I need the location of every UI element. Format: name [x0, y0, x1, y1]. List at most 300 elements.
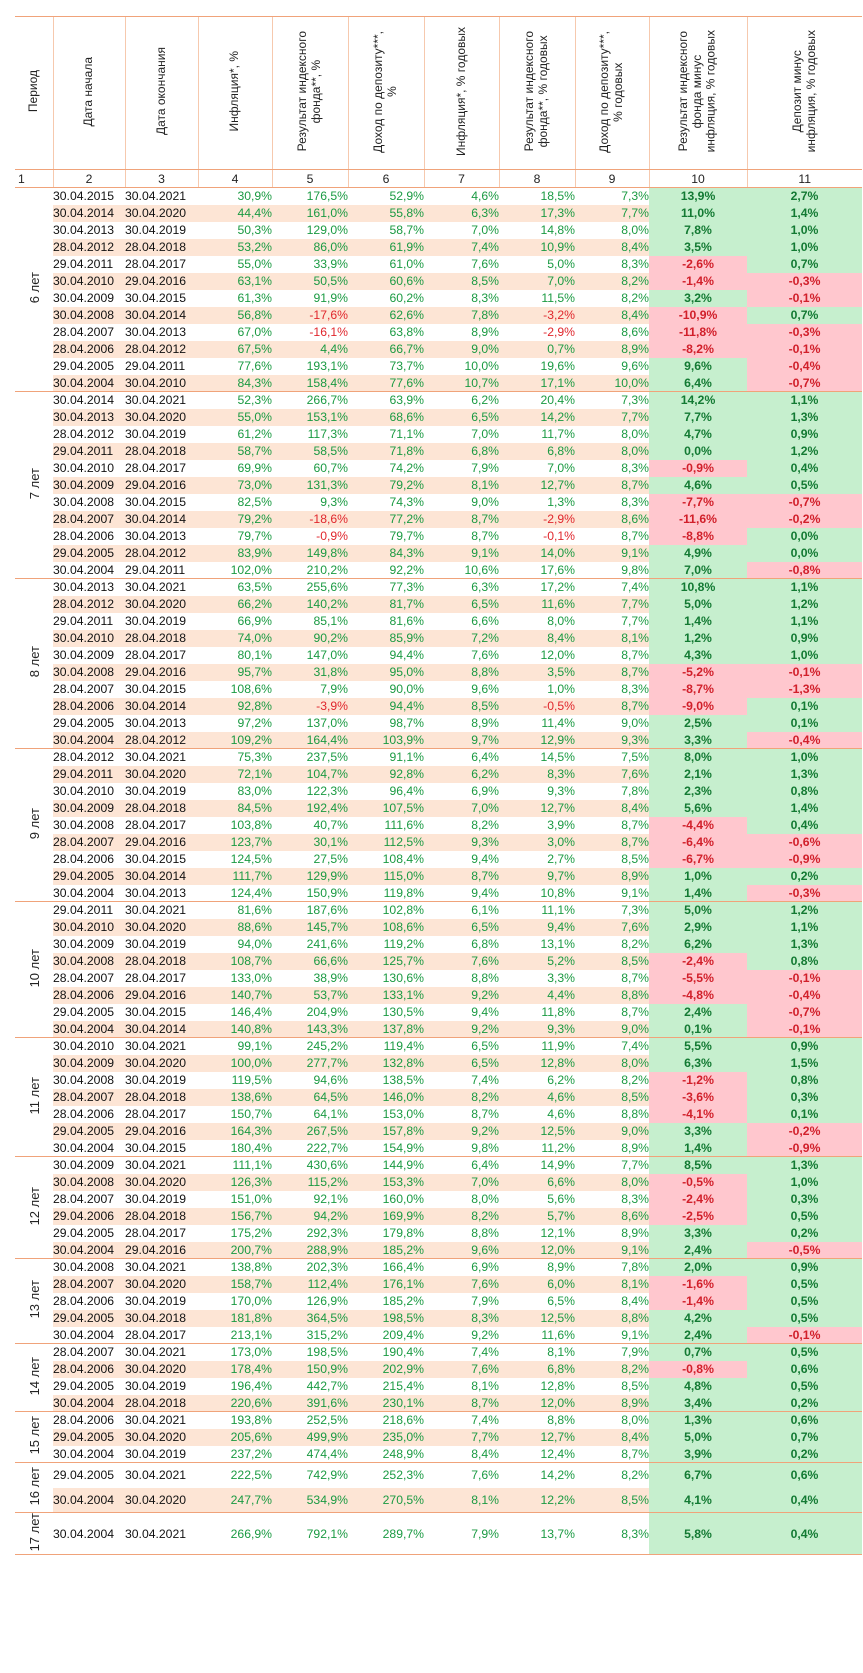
- deposit-annual-cell: 8,9%: [575, 341, 649, 358]
- index-fund-annual-cell: 8,3%: [499, 766, 575, 783]
- fund-minus-inflation-cell: 5,0%: [649, 596, 747, 613]
- inflation-annual-cell: 7,4%: [471, 1073, 499, 1087]
- index-fund-annual-cell: 12,4%: [499, 1446, 575, 1463]
- inflation-annual-cell: 8,2%: [424, 1089, 499, 1106]
- deposit-annual-cell: 8,0%: [621, 1413, 649, 1428]
- index-fund-annual-cell: 12,0%: [499, 1242, 575, 1259]
- end-date-cell: 30.04.2019: [125, 1073, 186, 1087]
- end-date-cell: 30.04.2013: [125, 325, 186, 339]
- deposit-annual-cell: 9,8%: [575, 562, 649, 579]
- fund-minus-inflation-cell: 7,0%: [649, 562, 747, 579]
- inflation-cell: 84,5%: [198, 800, 272, 817]
- end-date-cell: 30.04.2019: [125, 614, 186, 628]
- inflation-cell: 124,4%: [198, 885, 272, 902]
- fund-minus-inflation-cell: 3,4%: [649, 1395, 747, 1412]
- start-date-cell: 30.04.2014: [53, 205, 125, 222]
- end-date-cell: 28.04.2018: [125, 1089, 198, 1106]
- inflation-annual-cell: 8,1%: [424, 1488, 499, 1513]
- table-row: [15, 426, 862, 443]
- deposit-minus-inflation-cell: -0,7%: [747, 375, 862, 392]
- inflation-annual-cell: 4,6%: [471, 189, 499, 204]
- end-date-cell: 30.04.2021: [125, 1158, 186, 1173]
- end-date-cell: 30.04.2015: [125, 495, 186, 509]
- index-fund-annual-cell: 6,8%: [499, 443, 575, 460]
- index-fund-annual-cell: 17,3%: [499, 205, 575, 222]
- start-date-cell: 29.04.2005: [53, 1123, 125, 1140]
- start-date-cell: 30.04.2010: [53, 919, 125, 936]
- inflation-cell: 61,2%: [237, 427, 272, 441]
- index-fund-cell: -3,9%: [272, 698, 348, 715]
- deposit-cell: 91,1%: [389, 750, 424, 765]
- deposit-minus-inflation-cell: 0,4%: [747, 817, 862, 834]
- inflation-cell: 55,0%: [198, 409, 272, 426]
- deposit-annual-cell: 9,1%: [575, 885, 649, 902]
- fund-minus-inflation-cell: 2,4%: [649, 1242, 747, 1259]
- inflation-annual-cell: 6,8%: [471, 937, 499, 951]
- index-fund-cell: 147,0%: [306, 648, 348, 662]
- start-date-cell: 30.04.2008: [53, 307, 125, 324]
- end-date-cell: 30.04.2020: [125, 766, 198, 783]
- deposit-minus-inflation-cell: 1,2%: [747, 596, 862, 613]
- start-date-cell: 30.04.2014: [53, 393, 114, 408]
- deposit-minus-inflation-cell: 0,9%: [747, 1259, 862, 1276]
- index-fund-cell: 85,1%: [313, 614, 348, 628]
- inflation-cell: 222,5%: [230, 1468, 272, 1483]
- inflation-annual-cell: 8,7%: [471, 529, 499, 543]
- inflation-annual-cell: 9,2%: [424, 987, 499, 1004]
- index-fund-annual-cell: -0,5%: [499, 698, 575, 715]
- deposit-annual-cell: 8,3%: [575, 1513, 649, 1555]
- deposit-annual-cell: 8,5%: [575, 953, 649, 970]
- inflation-annual-cell: 9,7%: [424, 732, 499, 749]
- fund-minus-inflation-cell: 6,2%: [649, 936, 747, 953]
- deposit-annual-cell: 7,7%: [575, 205, 649, 222]
- inflation-annual-cell: 8,1%: [424, 477, 499, 494]
- deposit-cell: 185,2%: [348, 1242, 424, 1259]
- deposit-annual-cell: 8,5%: [575, 1488, 649, 1513]
- fund-minus-inflation-cell: 4,6%: [649, 477, 747, 494]
- index-fund-cell: 534,9%: [272, 1488, 348, 1513]
- index-fund-annual-cell: 11,2%: [499, 1140, 575, 1157]
- inflation-cell: 173,0%: [230, 1345, 272, 1360]
- start-date-cell: 30.04.2004: [53, 1327, 125, 1344]
- table-row: [15, 273, 862, 290]
- deposit-minus-inflation-cell: -0,1%: [747, 1021, 862, 1038]
- index-fund-cell: -0,9%: [316, 529, 348, 543]
- deposit-minus-inflation-cell: -0,4%: [747, 732, 862, 749]
- fund-minus-inflation-cell: -5,5%: [649, 970, 747, 987]
- deposit-cell: 119,4%: [383, 1039, 424, 1054]
- end-date-cell: 30.04.2021: [125, 393, 186, 408]
- table-row: [15, 1344, 862, 1361]
- inflation-cell: 138,8%: [230, 1260, 272, 1275]
- table-row: [15, 239, 862, 256]
- start-date-cell: 30.04.2004: [53, 1021, 125, 1038]
- start-date-cell: 30.04.2013: [53, 580, 114, 595]
- inflation-annual-cell: 8,2%: [424, 1208, 499, 1225]
- end-date-cell: 30.04.2013: [125, 885, 198, 902]
- end-date-cell: 30.04.2013: [125, 529, 186, 543]
- deposit-minus-inflation-cell: 1,1%: [747, 392, 862, 409]
- deposit-cell: 92,2%: [348, 562, 424, 579]
- deposit-cell: 94,4%: [348, 698, 424, 715]
- index-fund-annual-cell: 12,7%: [499, 800, 575, 817]
- inflation-cell: 92,8%: [198, 698, 272, 715]
- deposit-minus-inflation-cell: 0,0%: [747, 528, 862, 545]
- inflation-annual-cell: 7,0%: [424, 800, 499, 817]
- index-fund-cell: 266,7%: [306, 393, 348, 408]
- end-date-cell: 29.04.2016: [125, 1123, 198, 1140]
- index-fund-cell: 198,5%: [306, 1345, 348, 1360]
- end-date-cell: 28.04.2017: [125, 461, 186, 475]
- start-date-cell: 29.04.2005: [53, 1468, 114, 1483]
- deposit-cell: 103,9%: [348, 732, 424, 749]
- inflation-cell: 95,7%: [198, 664, 272, 681]
- inflation-cell: 66,9%: [237, 614, 272, 628]
- index-fund-cell: 117,3%: [307, 427, 348, 441]
- start-date-cell: 29.04.2005: [53, 1226, 114, 1240]
- index-fund-cell: 40,7%: [313, 818, 348, 832]
- deposit-annual-cell: 8,2%: [621, 937, 649, 951]
- end-date-cell: 30.04.2014: [125, 868, 198, 885]
- deposit-cell: 63,8%: [389, 325, 424, 339]
- deposit-cell: 119,2%: [383, 937, 424, 951]
- deposit-minus-inflation-cell: 0,5%: [747, 1378, 862, 1395]
- index-fund-annual-cell: 8,0%: [547, 614, 575, 628]
- inflation-annual-cell: 6,1%: [471, 903, 499, 918]
- index-fund-cell: 187,6%: [306, 903, 348, 918]
- period-label: [15, 1259, 53, 1344]
- index-fund-cell: 210,2%: [272, 562, 348, 579]
- start-date-cell: 28.04.2007: [53, 834, 125, 851]
- inflation-annual-cell: 8,4%: [424, 1446, 499, 1463]
- fund-minus-inflation-cell: 5,0%: [649, 1429, 747, 1446]
- deposit-annual-cell: 8,8%: [621, 1107, 649, 1121]
- fund-minus-inflation-cell: -2,4%: [649, 1191, 747, 1208]
- fund-minus-inflation-cell: 3,3%: [649, 732, 747, 749]
- inflation-cell: 103,8%: [230, 818, 272, 832]
- header-cell-deposit: Доход по депозиту***, %: [348, 17, 424, 170]
- fund-minus-inflation-cell: 4,2%: [649, 1310, 747, 1327]
- start-date-cell: 29.04.2011: [53, 443, 125, 460]
- inflation-annual-cell: 7,6%: [471, 648, 499, 662]
- inflation-cell: 138,6%: [198, 1089, 272, 1106]
- deposit-minus-inflation-cell: 1,2%: [747, 443, 862, 460]
- deposit-minus-inflation-cell: -0,8%: [747, 562, 862, 579]
- inflation-cell: 79,7%: [237, 529, 272, 543]
- index-fund-annual-cell: 11,5%: [541, 291, 575, 305]
- fund-minus-inflation-cell: -4,1%: [649, 1106, 747, 1123]
- start-date-cell: 30.04.2008: [53, 495, 114, 509]
- inflation-annual-cell: 7,4%: [471, 1413, 499, 1428]
- table-row: [15, 324, 862, 341]
- deposit-cell: 289,7%: [348, 1513, 424, 1555]
- table-row: [15, 1395, 862, 1412]
- start-date-cell: 30.04.2009: [53, 291, 114, 305]
- index-fund-annual-cell: 11,7%: [541, 427, 575, 441]
- period-label: [15, 1513, 53, 1555]
- column-number: 8: [499, 170, 575, 188]
- fund-minus-inflation-cell: -0,9%: [649, 460, 747, 477]
- inflation-annual-cell: 6,6%: [471, 614, 499, 628]
- inflation-cell: 82,5%: [237, 495, 272, 509]
- inflation-annual-cell: 6,9%: [471, 784, 499, 798]
- deposit-annual-cell: 8,1%: [575, 630, 649, 647]
- deposit-minus-inflation-cell: 0,2%: [747, 1446, 862, 1463]
- index-fund-annual-cell: 12,1%: [540, 1226, 575, 1240]
- table-row: [15, 545, 862, 562]
- deposit-annual-cell: 9,1%: [575, 545, 649, 562]
- index-fund-annual-cell: 5,2%: [499, 953, 575, 970]
- deposit-annual-cell: 8,8%: [575, 987, 649, 1004]
- start-date-cell: 29.04.2005: [53, 716, 114, 730]
- fund-minus-inflation-cell: -10,9%: [649, 307, 747, 324]
- deposit-cell: 107,5%: [348, 800, 424, 817]
- deposit-minus-inflation-cell: -0,1%: [747, 290, 862, 307]
- header-cell-inflation: Инфляция*, %: [198, 17, 272, 170]
- deposit-minus-inflation-cell: 1,1%: [747, 613, 862, 630]
- inflation-cell: 156,7%: [198, 1208, 272, 1225]
- end-date-cell: 28.04.2017: [125, 257, 186, 271]
- deposit-cell: 115,0%: [348, 868, 424, 885]
- table-row: [15, 698, 862, 715]
- fund-minus-inflation-cell: 4,3%: [649, 647, 747, 664]
- deposit-annual-cell: 7,7%: [575, 409, 649, 426]
- inflation-cell: 83,9%: [198, 545, 272, 562]
- index-fund-annual-cell: 9,3%: [547, 784, 575, 798]
- start-date-cell: 30.04.2004: [53, 1242, 125, 1259]
- index-fund-annual-cell: 11,9%: [541, 1039, 575, 1054]
- inflation-cell: 81,6%: [237, 903, 272, 918]
- deposit-minus-inflation-cell: -0,3%: [747, 273, 862, 290]
- period-text: 11 лет: [26, 1076, 42, 1115]
- inflation-annual-cell: 6,4%: [471, 1158, 499, 1173]
- end-date-cell: 30.04.2019: [125, 1379, 186, 1393]
- inflation-annual-cell: 6,8%: [424, 443, 499, 460]
- index-fund-annual-cell: -3,2%: [499, 307, 575, 324]
- index-fund-annual-cell: 4,6%: [499, 1089, 575, 1106]
- index-fund-cell: 499,9%: [272, 1429, 348, 1446]
- index-fund-annual-cell: 4,4%: [499, 987, 575, 1004]
- period-label: [15, 902, 53, 1038]
- header-cell-index-fund-annual: Результат индексного фонда**, % годовых: [499, 17, 575, 170]
- index-fund-annual-cell: 18,5%: [540, 189, 575, 204]
- deposit-minus-inflation-cell: 0,8%: [747, 783, 862, 800]
- column-number: 7: [424, 170, 499, 188]
- deposit-cell: 85,9%: [348, 630, 424, 647]
- index-fund-annual-cell: 0,7%: [499, 341, 575, 358]
- deposit-minus-inflation-cell: -0,4%: [747, 358, 862, 375]
- start-date-cell: 30.04.2010: [53, 1039, 114, 1054]
- deposit-cell: 108,4%: [382, 852, 424, 866]
- inflation-annual-cell: 8,8%: [471, 1226, 499, 1240]
- deposit-cell: 160,0%: [382, 1192, 424, 1206]
- inflation-annual-cell: 9,2%: [424, 1327, 499, 1344]
- deposit-minus-inflation-cell: 1,0%: [747, 647, 862, 664]
- table-row: [15, 919, 862, 936]
- end-date-cell: 28.04.2017: [125, 1226, 186, 1240]
- deposit-cell: 60,2%: [389, 291, 424, 305]
- deposit-cell: 74,3%: [389, 495, 424, 509]
- fund-minus-inflation-cell: 6,7%: [649, 1463, 747, 1488]
- deposit-cell: 130,5%: [382, 1005, 424, 1019]
- fund-minus-inflation-cell: 6,3%: [649, 1055, 747, 1072]
- end-date-cell: 28.04.2018: [125, 1208, 198, 1225]
- table-row: [15, 562, 862, 579]
- table-row: [15, 1140, 862, 1157]
- inflation-annual-cell: 9,3%: [424, 834, 499, 851]
- inflation-cell: 178,4%: [198, 1361, 272, 1378]
- index-fund-annual-cell: 5,0%: [547, 257, 575, 271]
- inflation-annual-cell: 7,6%: [424, 1361, 499, 1378]
- end-date-cell: 29.04.2016: [125, 987, 198, 1004]
- table-row: [15, 528, 862, 545]
- index-fund-cell: 204,9%: [306, 1005, 348, 1019]
- inflation-cell: 84,3%: [198, 375, 272, 392]
- end-date-cell: 30.04.2020: [125, 919, 198, 936]
- deposit-cell: 81,6%: [389, 614, 424, 628]
- deposit-cell: 252,3%: [382, 1468, 424, 1483]
- index-fund-cell: 364,5%: [272, 1310, 348, 1327]
- deposit-minus-inflation-cell: 0,8%: [747, 953, 862, 970]
- table-row: [15, 1429, 862, 1446]
- deposit-minus-inflation-cell: 0,3%: [747, 1089, 862, 1106]
- deposit-annual-cell: 7,8%: [621, 1260, 649, 1275]
- index-fund-cell: 474,4%: [272, 1446, 348, 1463]
- start-date-cell: 30.04.2009: [53, 1158, 114, 1173]
- fund-minus-inflation-cell: -6,7%: [649, 851, 747, 868]
- period-text: 13 лет: [26, 1280, 42, 1319]
- fund-minus-inflation-cell: 5,5%: [649, 1038, 747, 1055]
- index-fund-annual-cell: 12,7%: [499, 477, 575, 494]
- inflation-annual-cell: 10,0%: [464, 359, 499, 373]
- start-date-cell: 30.04.2008: [53, 953, 125, 970]
- deposit-cell: 154,9%: [348, 1140, 424, 1157]
- start-date-cell: 29.04.2006: [53, 1208, 125, 1225]
- index-fund-annual-cell: 12,5%: [499, 1123, 575, 1140]
- inflation-annual-cell: 6,2%: [424, 766, 499, 783]
- table-row: [15, 1208, 862, 1225]
- deposit-minus-inflation-cell: 2,7%: [747, 188, 862, 205]
- inflation-cell: 237,2%: [198, 1446, 272, 1463]
- index-fund-cell: 255,6%: [306, 580, 348, 595]
- table-row: [15, 1327, 862, 1344]
- deposit-annual-cell: 8,5%: [575, 1089, 649, 1106]
- index-fund-annual-cell: 14,0%: [499, 545, 575, 562]
- deposit-cell: 95,0%: [348, 664, 424, 681]
- end-date-cell: 30.04.2020: [125, 1488, 198, 1513]
- inflation-cell: 52,3%: [237, 393, 272, 408]
- end-date-cell: 29.04.2016: [125, 834, 198, 851]
- deposit-annual-cell: 10,0%: [575, 375, 649, 392]
- deposit-cell: 61,0%: [389, 257, 424, 271]
- column-number: 3: [125, 170, 198, 188]
- deposit-minus-inflation-cell: 0,4%: [747, 1513, 862, 1555]
- deposit-annual-cell: 8,2%: [621, 291, 649, 305]
- index-fund-cell: 267,5%: [272, 1123, 348, 1140]
- fund-minus-inflation-cell: 2,4%: [649, 1327, 747, 1344]
- inflation-cell: 247,7%: [198, 1488, 272, 1513]
- table-row: [15, 460, 862, 477]
- deposit-annual-cell: 7,5%: [621, 750, 649, 765]
- fund-minus-inflation-cell: 2,9%: [649, 919, 747, 936]
- fund-minus-inflation-cell: -4,4%: [649, 817, 747, 834]
- fund-minus-inflation-cell: -1,6%: [649, 1276, 747, 1293]
- inflation-annual-cell: 6,3%: [424, 205, 499, 222]
- index-fund-cell: 164,4%: [272, 732, 348, 749]
- table-row: [15, 902, 862, 919]
- index-fund-cell: 288,9%: [272, 1242, 348, 1259]
- index-fund-cell: 122,3%: [306, 784, 348, 798]
- index-fund-cell: -17,6%: [272, 307, 348, 324]
- index-fund-annual-cell: -2,9%: [543, 325, 575, 339]
- deposit-annual-cell: 9,3%: [575, 732, 649, 749]
- inflation-cell: 180,4%: [198, 1140, 272, 1157]
- fund-minus-inflation-cell: -2,6%: [649, 256, 747, 273]
- inflation-cell: 63,5%: [237, 580, 272, 595]
- table-row: [15, 341, 862, 358]
- inflation-annual-cell: 6,2%: [471, 393, 499, 408]
- inflation-cell: 67,0%: [237, 325, 272, 339]
- header-cell-deposit-annual: Доход по депозиту***, % годовых: [575, 17, 649, 170]
- fund-minus-inflation-cell: 1,4%: [649, 1140, 747, 1157]
- deposit-annual-cell: 7,3%: [621, 903, 649, 918]
- deposit-annual-cell: 8,9%: [575, 1395, 649, 1412]
- inflation-annual-cell: 8,5%: [424, 698, 499, 715]
- table-row: [15, 664, 862, 681]
- fund-minus-inflation-cell: 4,8%: [649, 1378, 747, 1395]
- fund-minus-inflation-cell: 3,3%: [649, 1225, 747, 1242]
- deposit-minus-inflation-cell: -0,1%: [747, 970, 862, 987]
- deposit-cell: 60,6%: [348, 273, 424, 290]
- index-fund-annual-cell: 10,8%: [499, 885, 575, 902]
- table-row: [15, 1412, 862, 1429]
- deposit-minus-inflation-cell: 1,0%: [747, 222, 862, 239]
- deposit-cell: 77,6%: [348, 375, 424, 392]
- inflation-annual-cell: 7,7%: [424, 1429, 499, 1446]
- inflation-cell: 151,0%: [230, 1192, 272, 1206]
- deposit-cell: 230,1%: [348, 1395, 424, 1412]
- deposit-annual-cell: 8,0%: [621, 223, 649, 237]
- start-date-cell: 30.04.2013: [53, 223, 114, 237]
- inflation-cell: 74,0%: [198, 630, 272, 647]
- start-date-cell: 29.04.2011: [53, 614, 114, 628]
- fund-minus-inflation-cell: -2,5%: [649, 1208, 747, 1225]
- deposit-annual-cell: 9,1%: [575, 1242, 649, 1259]
- inflation-cell: 175,2%: [230, 1226, 272, 1240]
- start-date-cell: 28.04.2007: [53, 682, 114, 696]
- deposit-cell: 133,1%: [348, 987, 424, 1004]
- inflation-annual-cell: 9,1%: [424, 545, 499, 562]
- table-row: [15, 851, 862, 868]
- inflation-annual-cell: 7,6%: [471, 257, 499, 271]
- end-date-cell: 30.04.2019: [125, 427, 186, 441]
- deposit-annual-cell: 7,9%: [621, 1345, 649, 1360]
- end-date-cell: 29.04.2016: [125, 477, 198, 494]
- table-row: [15, 681, 862, 698]
- start-date-cell: 28.04.2007: [53, 511, 125, 528]
- start-date-cell: 28.04.2006: [53, 1413, 114, 1428]
- end-date-cell: 28.04.2018: [125, 800, 198, 817]
- index-fund-annual-cell: 7,0%: [499, 273, 575, 290]
- table-row: [15, 1072, 862, 1089]
- inflation-cell: 94,0%: [237, 937, 272, 951]
- inflation-annual-cell: 7,6%: [424, 953, 499, 970]
- end-date-cell: 30.04.2014: [125, 1021, 198, 1038]
- index-fund-annual-cell: 8,9%: [547, 1260, 575, 1275]
- fund-minus-inflation-cell: 13,9%: [649, 188, 747, 205]
- deposit-minus-inflation-cell: 1,3%: [747, 936, 862, 953]
